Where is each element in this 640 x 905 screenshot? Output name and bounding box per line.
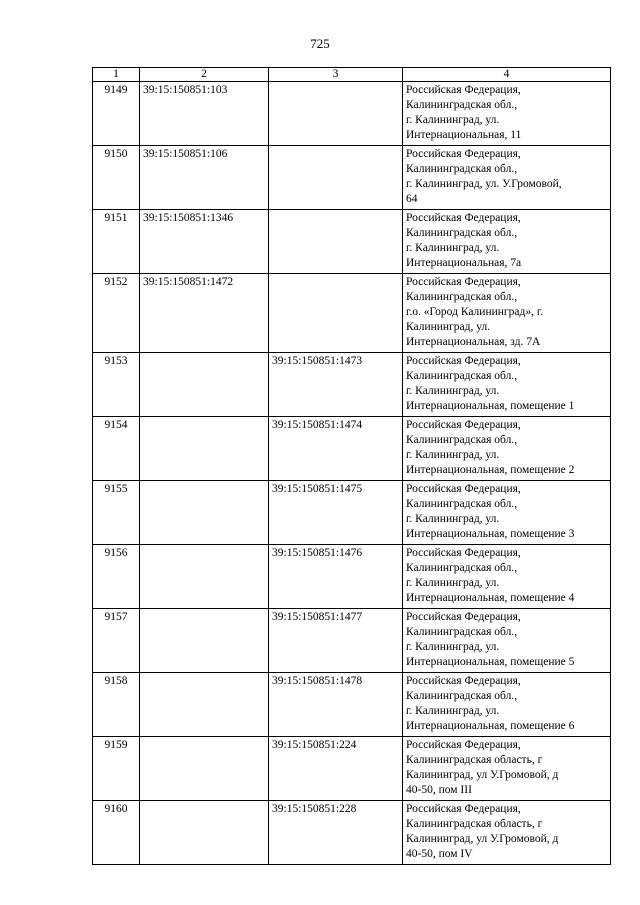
cadastral-number-cell: 39:15:150851:1475: [269, 481, 403, 545]
address-cell: Российская Федерация, Калининградская обл., г. Калининград, ул. Интернациональная, помещение 1: [403, 353, 611, 417]
address-cell: Российская Федерация, Калининградская обл., г. Калининград, ул. Интернациональная, 11: [403, 82, 611, 146]
cadastral-number-cell: 39:15:150851:1474: [269, 417, 403, 481]
address-cell: Российская Федерация, Калининградская обл., г. Калининград, ул. Интернациональная, помещение 6: [403, 673, 611, 737]
table-row: [93, 353, 611, 417]
table-row: [93, 274, 611, 353]
header-col-1: 1: [93, 68, 140, 82]
cadastral-number-cell: [140, 609, 269, 673]
address-cell: Российская Федерация, Калининградская обл., г. Калининград, ул. Интернациональная, 7а: [403, 210, 611, 274]
cadastral-number-cell: [140, 801, 269, 865]
cadastral-number-cell: 39:15:150851:1477: [269, 609, 403, 673]
table-body: [93, 82, 611, 865]
cadastral-number-cell: [269, 274, 403, 353]
table-row: [93, 673, 611, 737]
cadastral-number-cell: [140, 481, 269, 545]
table-row: [93, 737, 611, 801]
cadastral-number-cell: 39:15:150851:1476: [269, 545, 403, 609]
row-number-cell: 9150: [93, 146, 140, 210]
address-cell: Российская Федерация, Калининградская обл., г. Калининград, ул. Интернациональная, помещение 3: [403, 481, 611, 545]
row-number-cell: 9149: [93, 82, 140, 146]
row-number-cell: 9153: [93, 353, 140, 417]
header-col-4: 4: [403, 68, 611, 82]
cadastral-number-cell: 39:15:150851:106: [140, 146, 269, 210]
table-row: [93, 801, 611, 865]
address-cell: Российская Федерация, Калининградская обл., г. Калининград, ул. Интернациональная, помещение 5: [403, 609, 611, 673]
address-cell: Российская Федерация, Калининградская область, г Калининград, ул У.Громовой, д 40-50, пом IV: [403, 801, 611, 865]
table-row: [93, 146, 611, 210]
cadastral-number-cell: [140, 737, 269, 801]
cadastral-number-cell: [140, 673, 269, 737]
address-cell: Российская Федерация, Калининградская обл., г. Калининград, ул. Интернациональная, помещение 4: [403, 545, 611, 609]
table-row: [93, 609, 611, 673]
page-number: 725: [310, 36, 330, 51]
cadastral-number-cell: 39:15:150851:1472: [140, 274, 269, 353]
address-cell: Российская Федерация, Калининградская обл., г.о. «Город Калининград», г. Калининград, ул. Интернациональная, зд. 7А: [403, 274, 611, 353]
row-number-cell: 9159: [93, 737, 140, 801]
cadastral-number-cell: 39:15:150851:228: [269, 801, 403, 865]
address-cell: Российская Федерация, Калининградская обл., г. Калининград, ул. Интернациональная, помещение 2: [403, 417, 611, 481]
row-number-cell: 9157: [93, 609, 140, 673]
row-number-cell: 9158: [93, 673, 140, 737]
row-number-cell: 9156: [93, 545, 140, 609]
address-cell: Российская Федерация, Калининградская область, г Калининград, ул У.Громовой, д 40-50, пом III: [403, 737, 611, 801]
table-row: [93, 545, 611, 609]
cadastral-number-cell: [140, 545, 269, 609]
cadastral-number-cell: 39:15:150851:1478: [269, 673, 403, 737]
table-row: [93, 210, 611, 274]
table-header: [93, 68, 611, 82]
table-row: [93, 82, 611, 146]
row-number-cell: 9155: [93, 481, 140, 545]
cadastral-number-cell: [269, 146, 403, 210]
cadastral-number-cell: [140, 417, 269, 481]
cadastral-number-cell: 39:15:150851:103: [140, 82, 269, 146]
cadastral-number-cell: [269, 210, 403, 274]
row-number-cell: 9160: [93, 801, 140, 865]
cadastral-number-cell: 39:15:150851:1346: [140, 210, 269, 274]
cadastral-number-cell: [269, 82, 403, 146]
row-number-cell: 9151: [93, 210, 140, 274]
address-cell: Российская Федерация, Калининградская обл., г. Калининград, ул. У.Громовой, 64: [403, 146, 611, 210]
table-row: [93, 417, 611, 481]
header-col-3: 3: [269, 68, 403, 82]
cadastral-number-cell: 39:15:150851:1473: [269, 353, 403, 417]
row-number-cell: 9154: [93, 417, 140, 481]
row-number-cell: 9152: [93, 274, 140, 353]
cadastral-number-cell: 39:15:150851:224: [269, 737, 403, 801]
registry-table: [92, 67, 611, 865]
table-row: [93, 481, 611, 545]
cadastral-number-cell: [140, 353, 269, 417]
header-row: [93, 68, 611, 82]
header-col-2: 2: [140, 68, 269, 82]
